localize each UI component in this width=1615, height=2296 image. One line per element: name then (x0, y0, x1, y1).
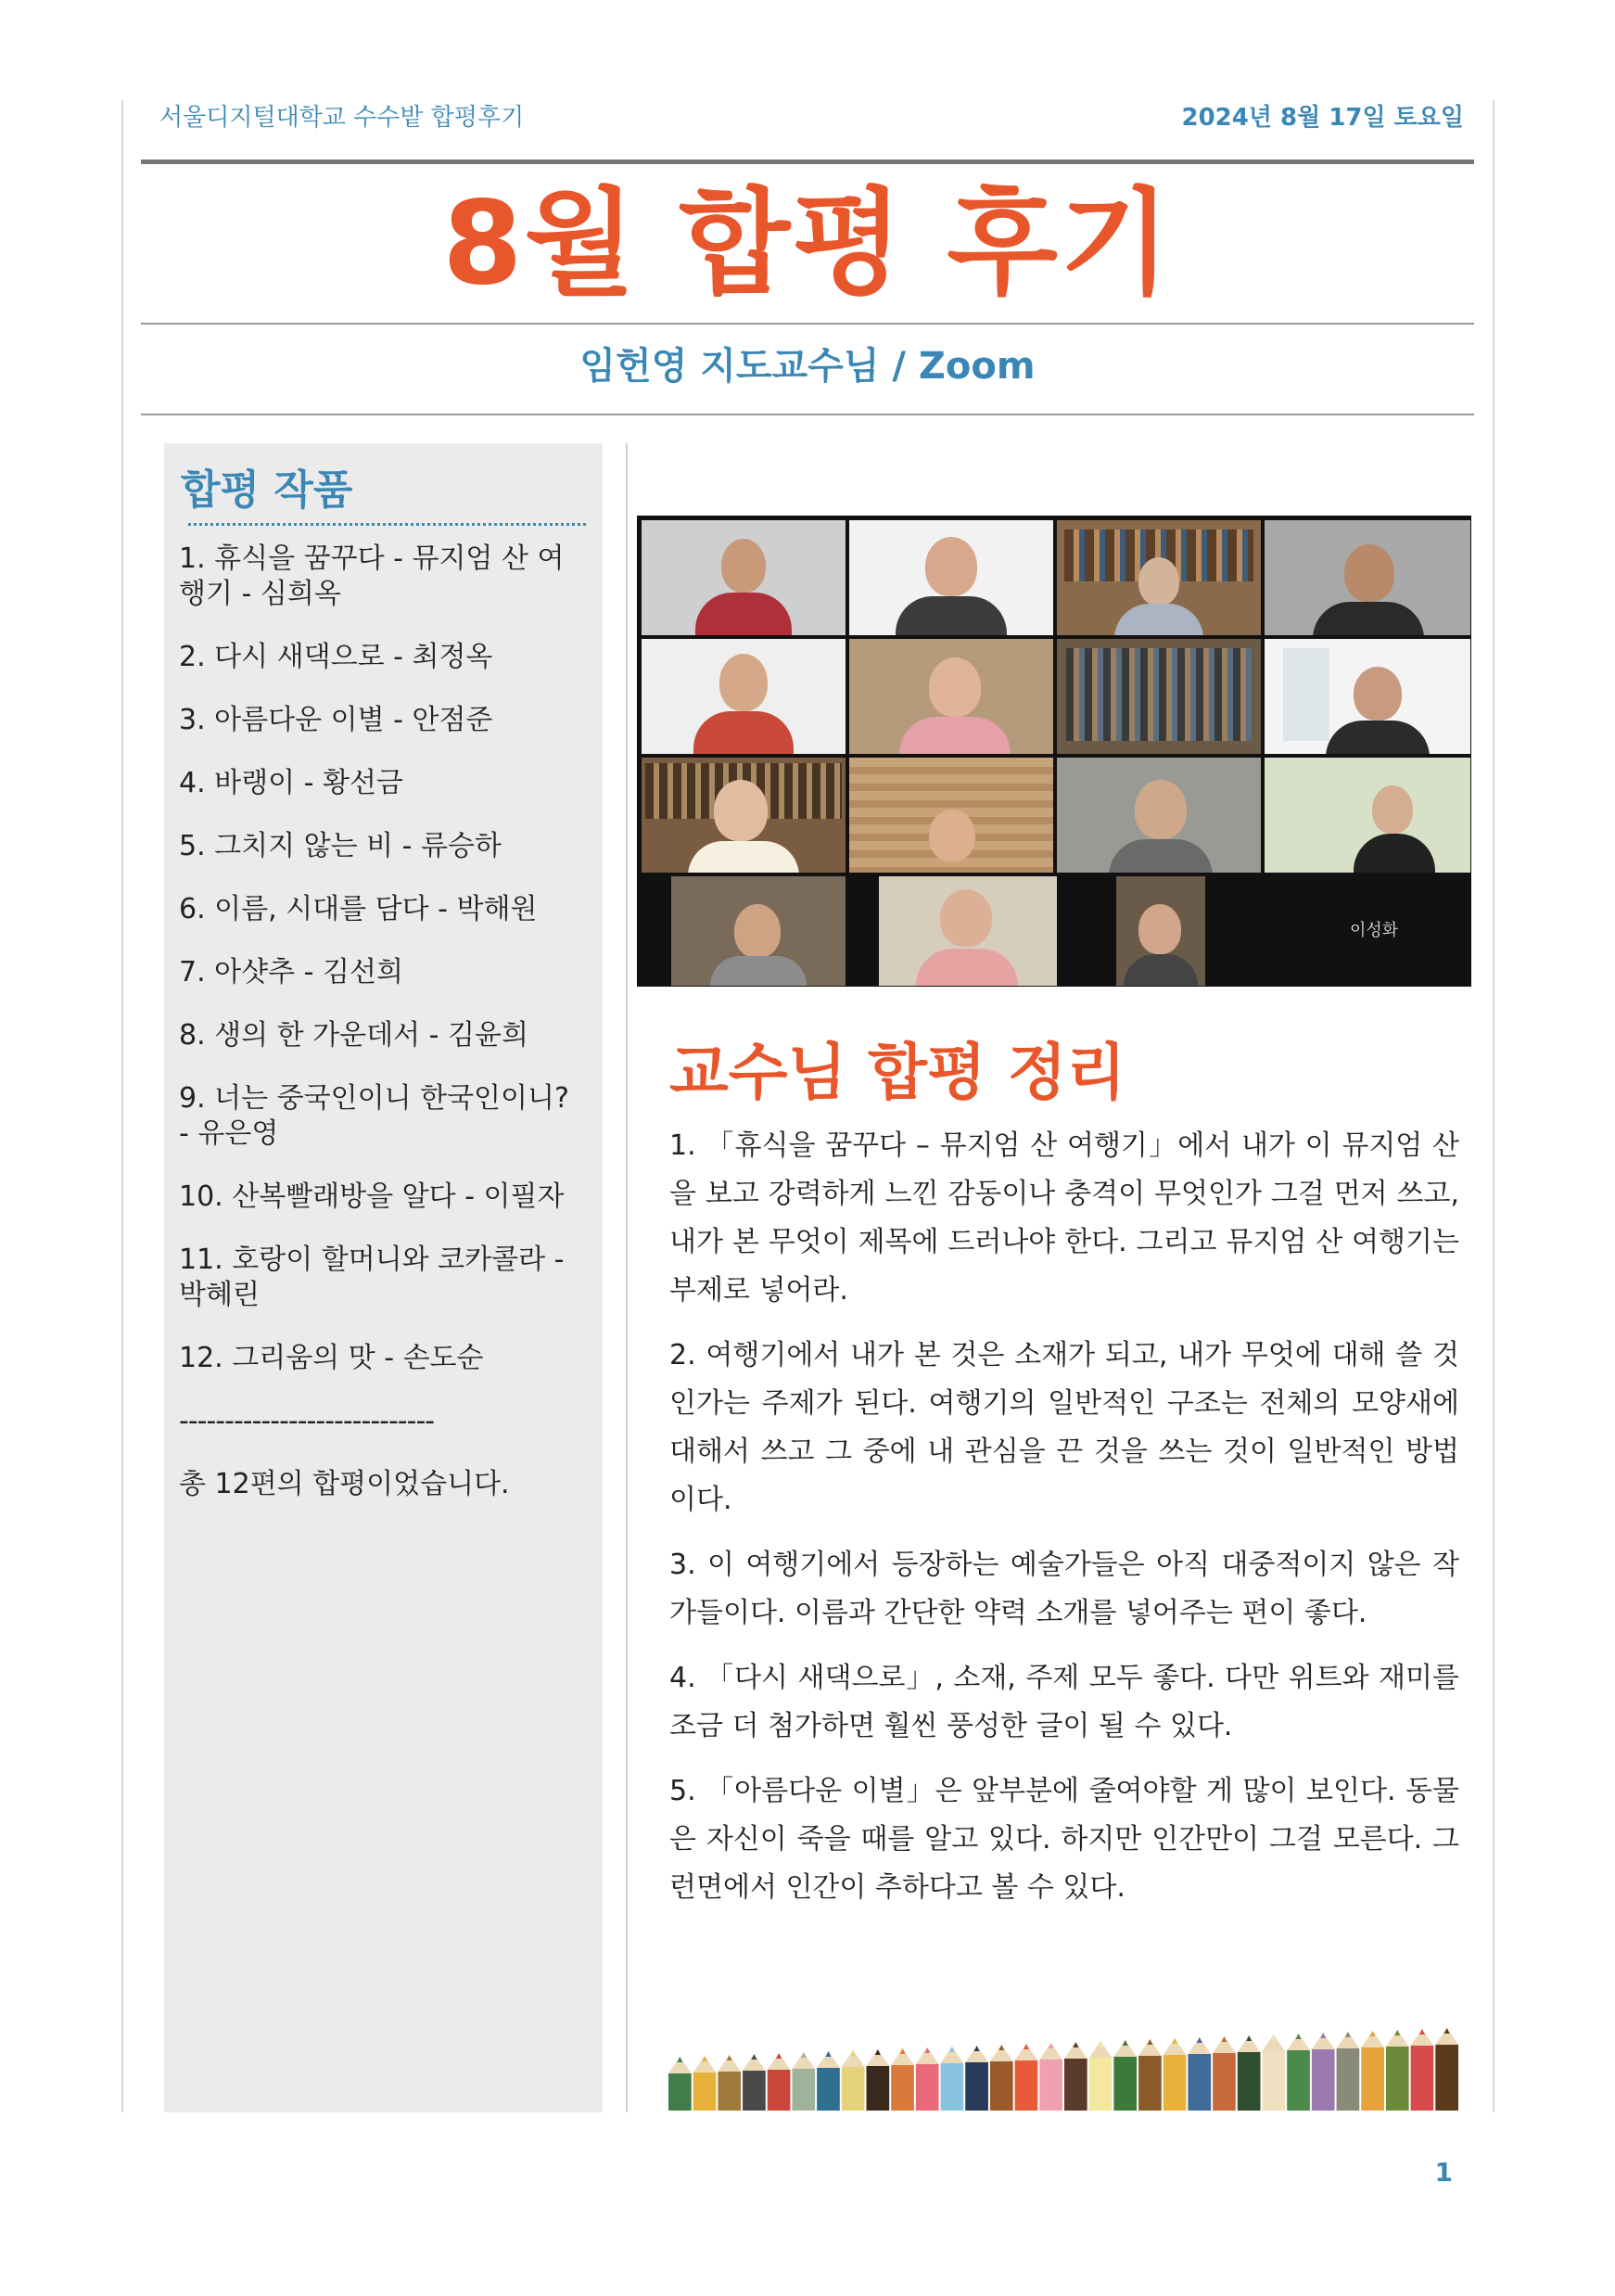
pencil (1039, 2043, 1062, 2111)
list-item: 6. 이름, 시대를 담다 - 박해원 (179, 893, 538, 925)
page-margin-right (1493, 100, 1494, 2112)
list-item: 1. 휴식을 꿈꾸다 - 뮤지엄 산 여행기 - 심희옥 (179, 542, 565, 610)
list-item: 5. 그치지 않는 비 - 류승하 (179, 830, 502, 862)
pencil (817, 2051, 840, 2111)
page-title: 8월 합평 후기 (442, 177, 1173, 311)
pencil (1312, 2033, 1335, 2111)
video-tile (642, 758, 846, 873)
header-date: 2024년 8월 17일 토요일 (1181, 104, 1464, 132)
pencil (1361, 2031, 1384, 2111)
page-number: 1 (1434, 2157, 1453, 2188)
pencil (1337, 2032, 1360, 2111)
review-paragraph: 5. 「아름다운 이별」은 앞부분에 줄여야할 게 많이 보인다. 동물은 자신이 죽을 때를 알고 있다. 하지만 인간만이 그걸 모른다. 그런면에서 인간이 추하다고 볼 수 있다. (669, 1775, 1459, 1904)
pencil (1411, 2029, 1434, 2111)
pencil (842, 2050, 865, 2111)
pencil (1064, 2042, 1087, 2111)
pencil (668, 2057, 692, 2111)
sidebar-list (179, 542, 587, 1530)
pencil (867, 2049, 890, 2111)
participant-name: 이성화 (1350, 921, 1399, 940)
sidebar-total: 총 12편의 합평이었습니다. (179, 1468, 510, 1500)
pencil (1015, 2044, 1038, 2111)
pencil (1263, 2035, 1286, 2111)
pencil (693, 2056, 717, 2111)
review-paragraph: 2. 여행기에서 내가 본 것은 소재가 되고, 내가 무엇에 대해 쓸 것인가는 주제가 된다. 여행기의 일반적인 구조는 전체의 모양새에 대해서 쓰고 그 중에 내 관심을 끈 것을 쓰는 것이 일반적인 방법이다. (669, 1339, 1459, 1516)
pencil (768, 2053, 791, 2111)
pencil (1089, 2041, 1113, 2111)
pencil (990, 2045, 1013, 2111)
pencil (792, 2052, 815, 2111)
review-summary (669, 1122, 1459, 1929)
pencil (1138, 2039, 1162, 2111)
page-margin-left (121, 100, 123, 2112)
pencil (1435, 2028, 1458, 2111)
pencil (1238, 2035, 1261, 2111)
sidebar-separator: ---------------------------- (179, 1405, 435, 1437)
video-tile (849, 520, 1053, 635)
video-tile (1116, 876, 1205, 986)
review-paragraph: 3. 이 여행기에서 등장하는 예술가들은 아직 대중적이지 않은 작가들이다. 이름과 간단한 약력 소개를 넣어주는 편이 좋다. (669, 1549, 1459, 1629)
video-tile (1265, 639, 1470, 754)
video-tile (671, 876, 846, 986)
pencil (1213, 2036, 1236, 2111)
pencil (1113, 2040, 1137, 2111)
colored-pencils-decoration (668, 2001, 1459, 2111)
sidebar-heading: 합평 작품 (181, 466, 353, 514)
page-subtitle: 임헌영 지도교수님 / Zoom (579, 345, 1036, 388)
pencil (965, 2046, 988, 2111)
section-title: 교수님 합평 정리 (669, 1037, 1126, 1108)
sidebar-divider (188, 523, 586, 526)
list-item: 3. 아름다운 이별 - 안점준 (179, 704, 493, 736)
title-rule-top (141, 323, 1474, 325)
zoom-meeting-photo (637, 516, 1471, 987)
video-tile (1057, 639, 1261, 754)
video-tile (1265, 758, 1470, 873)
list-item: 9. 너는 중국인이니 한국인이니? - 유은영 (179, 1082, 569, 1150)
list-item: 8. 생의 한 가운데서 - 김윤희 (179, 1019, 528, 1052)
pencil (718, 2055, 741, 2111)
sidebar-panel (164, 443, 603, 2112)
title-rule-bottom (141, 414, 1474, 415)
list-item: 12. 그리움의 맛 - 손도순 (179, 1342, 484, 1374)
video-tile (642, 639, 846, 754)
pencil (1188, 2037, 1211, 2111)
video-tile (1265, 520, 1470, 635)
pencil (941, 2047, 964, 2111)
pencil (916, 2047, 939, 2111)
list-item: 4. 바랭이 - 황선금 (179, 767, 403, 799)
video-tile (1057, 520, 1261, 635)
video-tile (849, 639, 1053, 754)
pencil (1386, 2030, 1409, 2111)
video-tile (849, 758, 1053, 873)
review-paragraph: 4. 「다시 새댁으로」, 소재, 주제 모두 좋다. 다만 위트와 재미를 조금 더 첨가하면 훨씬 풍성한 글이 될 수 있다. (669, 1662, 1459, 1742)
pencil (743, 2054, 766, 2111)
pencil (1164, 2038, 1187, 2111)
video-tile (879, 876, 1057, 986)
list-item: 7. 아샷추 - 김선희 (179, 956, 403, 989)
header-rule (141, 159, 1474, 164)
pencil (1287, 2034, 1310, 2111)
list-item: 11. 호랑이 할머니와 코카콜라 - 박혜린 (179, 1244, 565, 1311)
list-item: 10. 산복빨래방을 알다 - 이필자 (179, 1180, 565, 1213)
video-tile (1057, 758, 1261, 873)
header-left-text: 서울디지털대학교 수수밭 합평후기 (159, 104, 525, 132)
pencil (891, 2048, 914, 2111)
video-tile (642, 520, 846, 635)
column-divider (626, 443, 628, 2112)
review-paragraph: 1. 「휴식을 꿈꾸다 – 뮤지엄 산 여행기」에서 내가 이 뮤지엄 산을 보고 강력하게 느낀 감동이나 충격이 무엇인가 그걸 먼저 쓰고, 내가 본 무엇이 제목에 드러나야 한다. 그리고 뮤지엄 산 여행기는 부제로 넣어라. (669, 1129, 1459, 1307)
list-item: 2. 다시 새댁으로 - 최정옥 (179, 641, 493, 673)
